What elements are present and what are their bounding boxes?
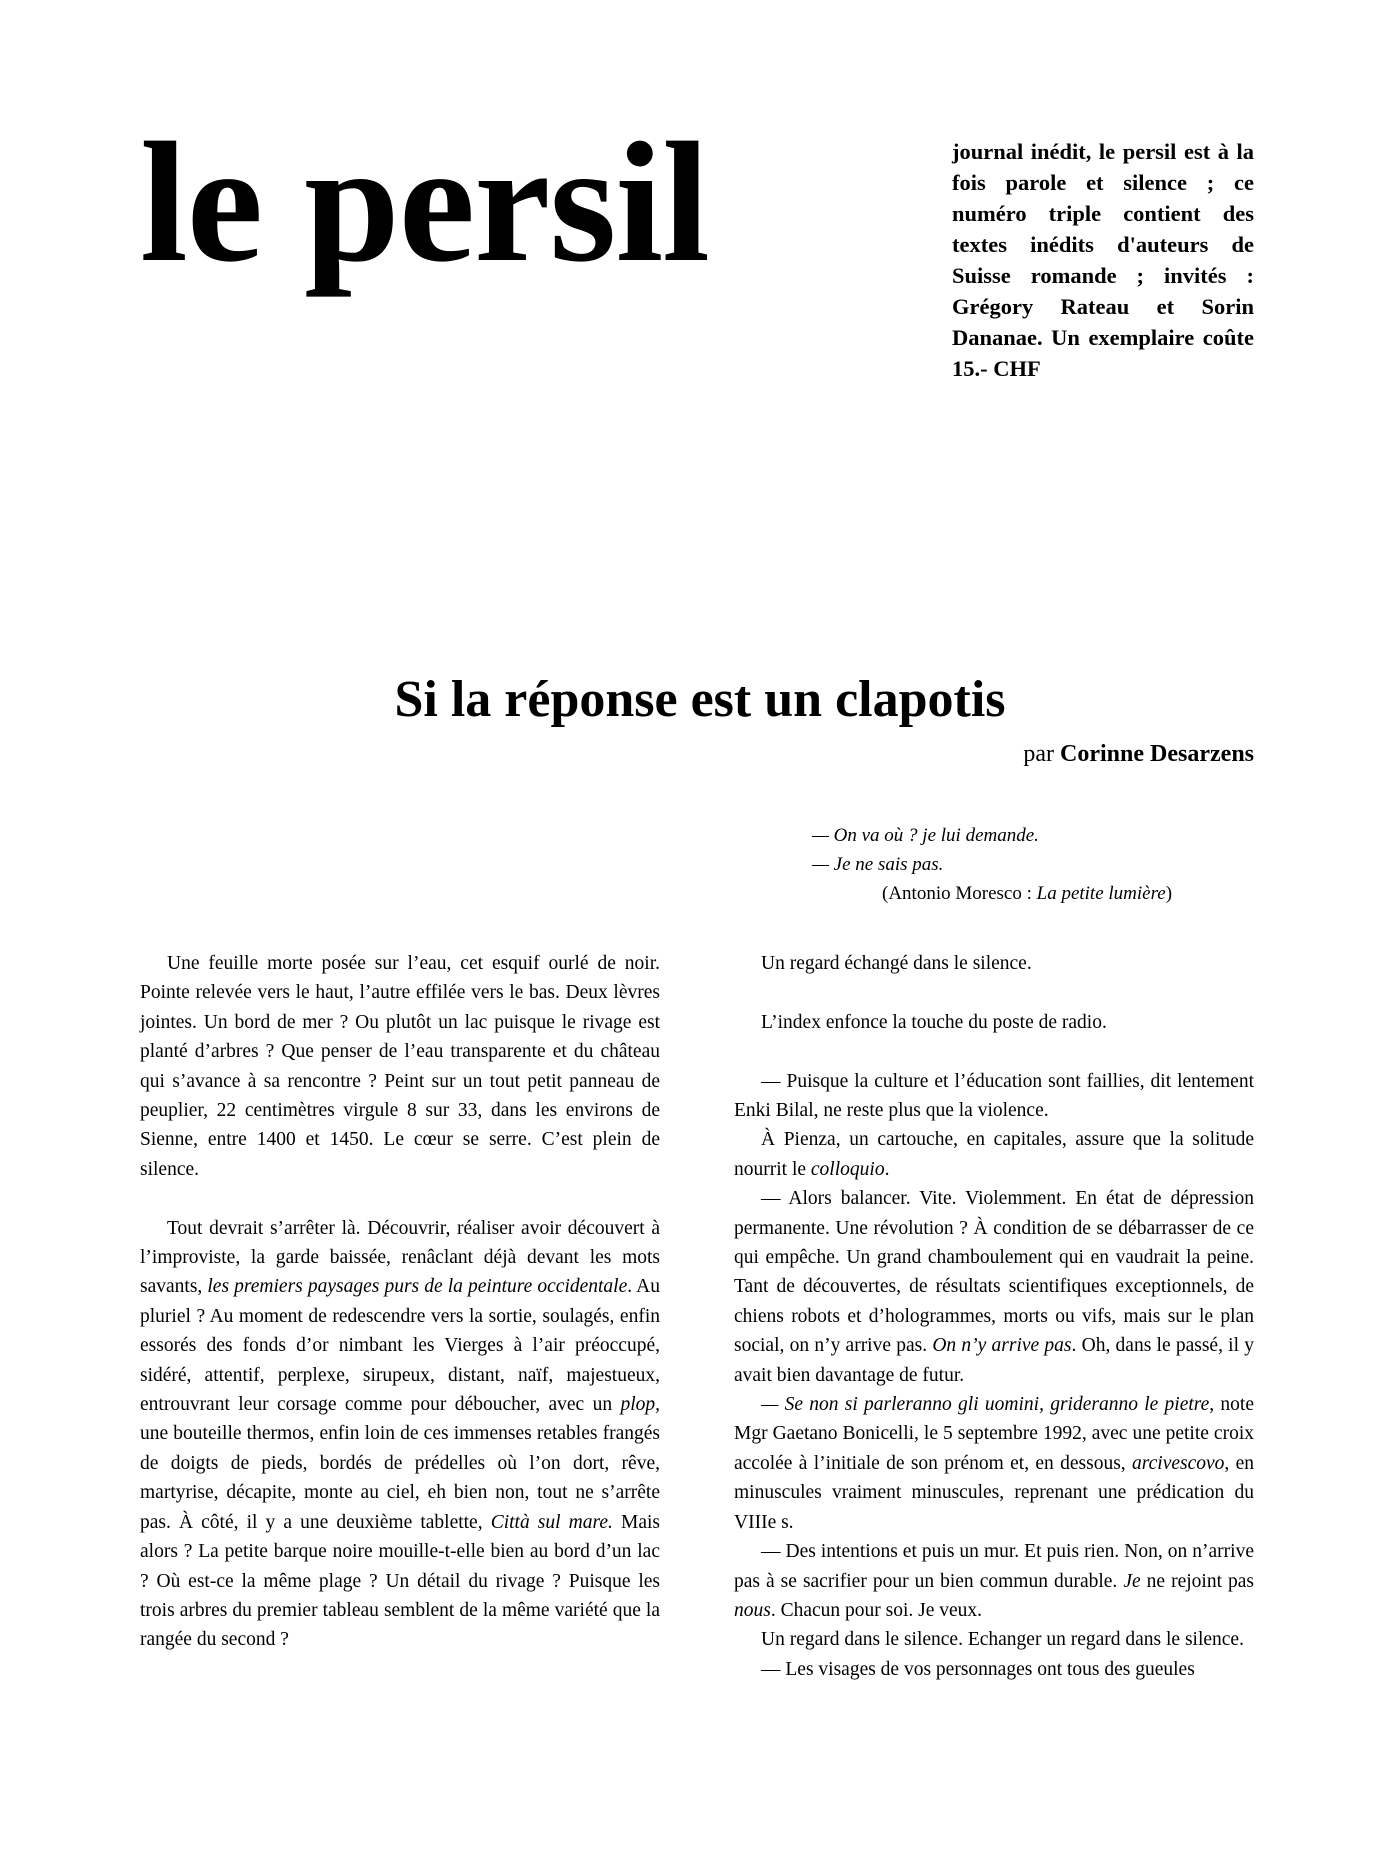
epigraph-source-open: (Antonio Moresco :	[882, 883, 1037, 904]
right-p5-italic: On n’y arrive pas	[932, 1335, 1072, 1357]
epigraph	[812, 821, 1212, 908]
right-p5-text-b: . Oh, dans le passé, il y avait bien davantage de futur.	[734, 1335, 1254, 1386]
right-p7-italic: Je	[1123, 1570, 1141, 1592]
right-paragraph-9: — Les visages de vos personnages ont tous des gueules	[761, 1658, 1195, 1680]
right-p6-italic-2: arcivescovo	[1132, 1452, 1225, 1474]
epigraph-line-1: — On va où ? je lui demande.	[812, 825, 1039, 846]
left-p2-italic-a: les premiers paysages purs de la peinture occidentale	[207, 1276, 628, 1298]
right-p6-italic: Se non si parleranno gli uomini, grideranno le pietre,	[784, 1394, 1215, 1416]
left-p2-text-b: . Au pluriel ? Au moment de redescendre vers la sortie, soulagés, enfin essorés des fonds d’or nimbant les Vierges à l’air préoccupé, sidéré, attentif, perplexe, sirupeux, distant, naïf, majestueux, entrouvrant leur corsage comme pour déboucher, avec un	[140, 1276, 661, 1416]
right-p7-italic-2: nous	[734, 1599, 771, 1621]
right-p4-italic: colloquio	[810, 1158, 885, 1180]
epigraph-source	[812, 879, 1212, 908]
right-p7-text-b: ne rejoint pas	[1140, 1570, 1254, 1592]
right-p4-text-a: À Pienza, un cartouche, en capitales, assure que la solitude nourrit le	[734, 1129, 1254, 1180]
left-p2-italic-b: plop,	[620, 1394, 660, 1416]
right-p6-text-a: note Mgr Gaetano Bonicelli, le 5 septembre 1992, avec une petite croix accolée à l’initiale de son prénom et, en dessous,	[734, 1394, 1255, 1474]
right-paragraph-2: L’index enfonce la touche du poste de radio.	[761, 1011, 1107, 1033]
masthead-title: le persil	[140, 108, 709, 298]
right-p7-text-a: — Des intentions et puis un mur. Et puis rien. Non, on n’arrive pas à se sacrifier pour un bien commun durable.	[734, 1541, 1254, 1592]
article-title: Si la réponse est un clapotis	[394, 671, 1006, 728]
epigraph-source-title: La petite lumière	[1036, 883, 1166, 904]
left-paragraph-1: Une feuille morte posée sur l’eau, cet esquif ourlé de noir. Pointe relevée vers le haut, l’autre effilée vers le bas. Deux lèvres jointes. Un bord de mer ? Ou plutôt un lac puisque le rivage est planté d’arbres ? Que penser de l’eau transparente et du château qui s’avance à sa rencontre ? Peint sur un tout petit panneau de peuplier, 22 centimètres virgule 8 sur 33, dans les environs de Sienne, entre 1400 et 1450. Le cœur se serre. C’est plein de silence.	[140, 953, 660, 1180]
right-paragraph-8: Un regard dans le silence. Echanger un regard dans le silence.	[761, 1629, 1244, 1651]
right-p6-text-b: , en minuscules vraiment minuscules, reprenant une prédication du VIIIe s.	[734, 1452, 1255, 1533]
masthead-blurb: journal inédit, le persil est à la fois parole et silence ; ce numéro triple contient des textes inédits d'auteurs de Suisse romande ; invités : Grégory Rateau et Sorin Dananae. Un exemplaire coûte 15.- CHF	[952, 139, 1254, 381]
right-p7-text-c: . Chacun pour soi. Je veux.	[770, 1599, 983, 1621]
right-paragraph-7	[734, 1537, 1254, 1625]
epigraph-source-close: )	[1165, 883, 1173, 904]
right-paragraph-4	[734, 1125, 1254, 1184]
author-name: Corinne Desarzens	[1060, 741, 1254, 767]
right-p4-text-b: .	[884, 1158, 890, 1180]
right-paragraph-1: Un regard échangé dans le silence.	[761, 953, 1032, 974]
right-p6-dash: —	[761, 1394, 785, 1416]
byline-prefix: par	[1023, 741, 1055, 767]
left-p2-text-a: Tout devrait s’arrêter là. Découvrir, réaliser avoir découvert à l’improviste, la garde baissée, renâclant déjà devant les mots savants,	[140, 1217, 660, 1298]
left-p2-italic-c: Città sul mare.	[490, 1511, 613, 1533]
right-column	[734, 949, 1254, 1684]
right-paragraph-3: — Puisque la culture et l’éducation sont faillies, dit lentement Enki Bilal, ne reste plus que la violence.	[734, 1070, 1254, 1121]
byline	[1023, 738, 1254, 770]
right-paragraph-6	[734, 1390, 1254, 1537]
left-p2-text-c: une bouteille thermos, enfin loin de ces immenses retables frangés de doigts de pieds, bordés de prédelles où l’on dort, rêve, martyrise, décapite, monte au ciel, eh bien non, tout ne s’arrête pas. À côté, il y a une deuxième tablette,	[140, 1423, 660, 1533]
right-paragraph-5	[734, 1184, 1254, 1390]
left-p2-text-d: Mais alors ? La petite barque noire mouille-t-elle bien au bord d’un lac ? Où est-ce la même plage ? Un détail du rivage ? Puisque les trois arbres du premier tableau semblent de la même variété que la rangée du second ?	[140, 1511, 660, 1651]
right-p5-text-a: — Alors balancer. Vite. Violemment. En état de dépression permanente. Une révolution ? À condition de se débarrasser de ce qui empêche. Un grand chamboulement qui en vaudrait la peine. Tant de découvertes, de résultats scientifiques exceptionnels, de chiens robots et d’hologrammes, morts ou vifs, mais sur le plan social, on n’y arrive pas.	[734, 1188, 1254, 1357]
left-column	[140, 949, 660, 1655]
left-paragraph-2	[140, 1214, 660, 1655]
epigraph-line-2: — Je ne sais pas.	[812, 854, 944, 875]
